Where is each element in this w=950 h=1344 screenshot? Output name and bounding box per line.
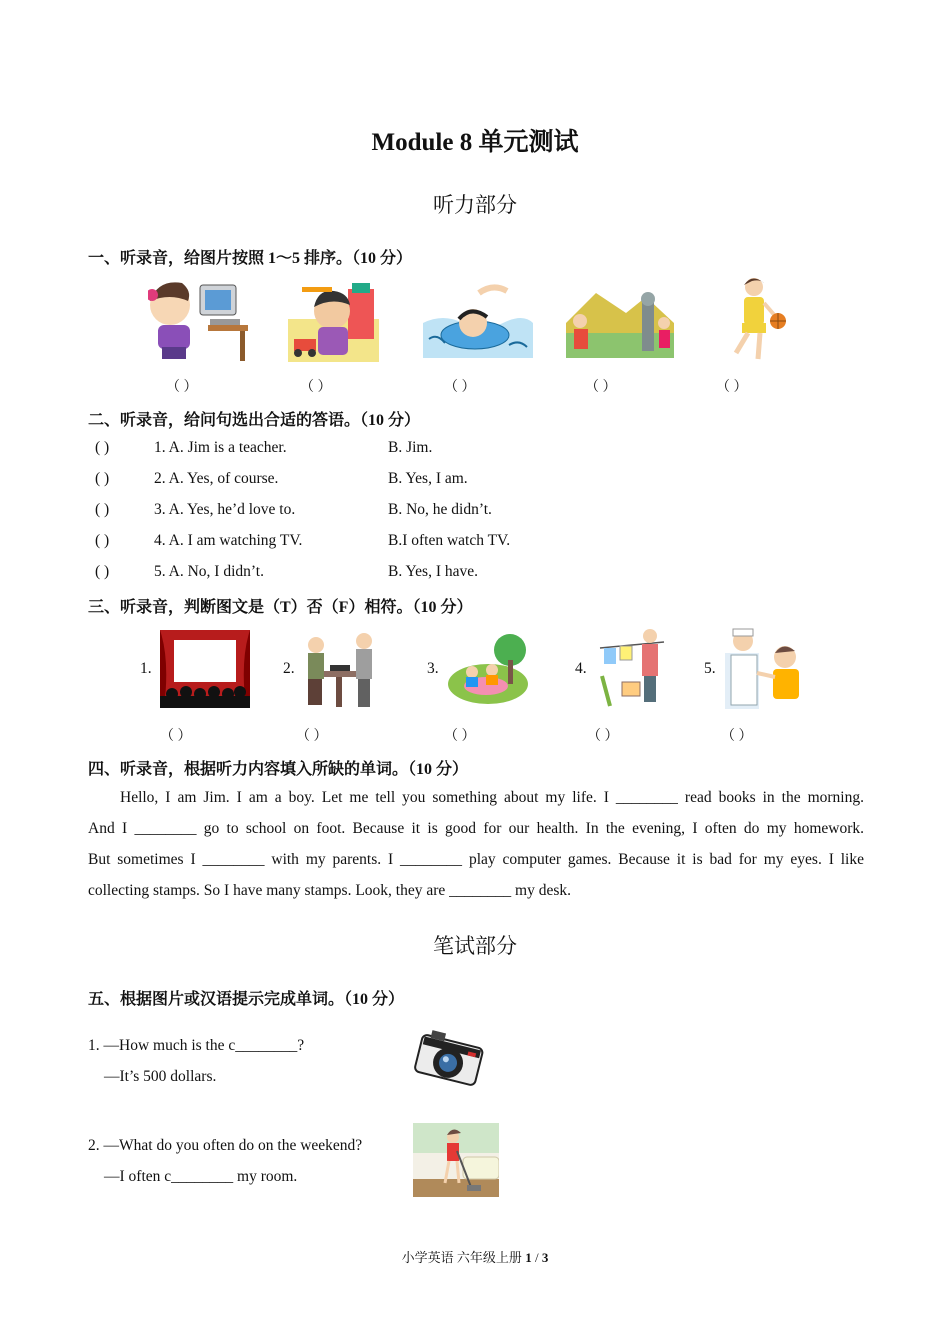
boy-toys-icon: [288, 279, 379, 362]
answer-blank[interactable]: （ ）: [444, 380, 476, 395]
laundry-icon: [596, 626, 668, 710]
picture-number: 1.: [140, 660, 152, 677]
picture-number: 5.: [704, 660, 716, 677]
answer-blank[interactable]: （ ）: [160, 729, 192, 744]
answer-paren[interactable]: ( ): [95, 501, 110, 518]
option-b: B.I often watch TV.: [388, 532, 511, 549]
answer-text: —It’s 500 dollars.: [104, 1068, 217, 1085]
question-text: 1. —How much is the c________?: [88, 1037, 305, 1054]
answer-paren[interactable]: ( ): [95, 439, 110, 456]
passage-line: Hello, I am Jim. I am a boy. Let me tell you something about my life. I ________ read books in the morning.: [120, 789, 864, 806]
answer-blank[interactable]: （ ）: [716, 380, 748, 395]
option-a: 4. A. I am watching TV.: [154, 532, 303, 549]
option-a: 2. A. Yes, of course.: [154, 470, 279, 487]
passage-line: collecting stamps. So I have many stamps. Look, they are ________ my desk.: [88, 882, 571, 899]
answer-blank[interactable]: （ ）: [296, 729, 328, 744]
picture-number: 4.: [575, 660, 587, 677]
answer-blank[interactable]: （ ）: [587, 729, 619, 744]
question-5-heading: 五、根据图片或汉语提示完成单词。（10 分）: [88, 991, 405, 1008]
cinema-icon: [160, 630, 250, 708]
answer-text: —I often c________ my room.: [104, 1168, 298, 1185]
writing-section-title: 笔试部分: [433, 934, 517, 958]
page-separator: /: [531, 1250, 542, 1265]
girl-basketball-icon: [712, 275, 788, 365]
picture-number: 2.: [283, 660, 295, 677]
picnic-icon: [446, 630, 530, 706]
page-title: Module 8 单元测试: [371, 129, 579, 156]
option-a: 1. A. Jim is a teacher.: [154, 439, 287, 456]
camera-icon: [412, 1025, 486, 1093]
answer-paren[interactable]: ( ): [95, 532, 110, 549]
option-b: B. Yes, I have.: [388, 563, 478, 580]
answer-blank[interactable]: （ ）: [166, 380, 198, 395]
footer-text: 小学英语 六年级上册: [401, 1250, 526, 1265]
chess-icon: [302, 627, 378, 711]
answer-blank[interactable]: （ ）: [300, 380, 332, 395]
question-2-heading: 二、听录音，给问句选出合适的答语。（10 分）: [88, 412, 421, 429]
picture-number: 3.: [427, 660, 439, 677]
option-b: B. Jim.: [388, 439, 433, 456]
page-total: 3: [541, 1250, 549, 1265]
page-footer: [0, 1247, 950, 1266]
answer-blank[interactable]: （ ）: [721, 729, 753, 744]
vacuum-cleaning-icon: [413, 1123, 499, 1197]
passage-line: But sometimes I ________ with my parents. I ________ play computer games. Because it is bad for my eyes. I like: [88, 851, 864, 868]
answer-paren[interactable]: ( ): [95, 470, 110, 487]
listening-section-title: 听力部分: [433, 193, 517, 217]
option-b: B. Yes, I am.: [388, 470, 468, 487]
question-text: 2. —What do you often do on the weekend?: [88, 1137, 363, 1154]
answer-paren[interactable]: ( ): [95, 563, 110, 580]
option-b: B. No, he didn’t.: [388, 501, 492, 518]
doctor-icon: [725, 627, 807, 709]
option-a: 5. A. No, I didn’t.: [154, 563, 264, 580]
answer-blank[interactable]: （ ）: [585, 380, 617, 395]
question-3-heading: 三、听录音，判断图文是（T）否（F）相符。（10 分）: [88, 599, 473, 616]
answer-blank[interactable]: （ ）: [444, 729, 476, 744]
passage-line: And I ________ go to school on foot. Because it is good for our health. In the evening, I often do my homework.: [88, 820, 864, 837]
page-number: 1: [525, 1250, 532, 1265]
option-a: 3. A. Yes, he’d love to.: [154, 501, 296, 518]
question-4-heading: 四、听录音，根据听力内容填入所缺的单词。（10 分）: [88, 761, 469, 778]
boy-swimming-icon: [423, 283, 533, 358]
kids-sightseeing-icon: [566, 283, 674, 358]
question-1-heading: 一、听录音，给图片按照 1～5 排序。（10 分）: [88, 250, 413, 267]
girl-computer-icon: [148, 277, 250, 363]
